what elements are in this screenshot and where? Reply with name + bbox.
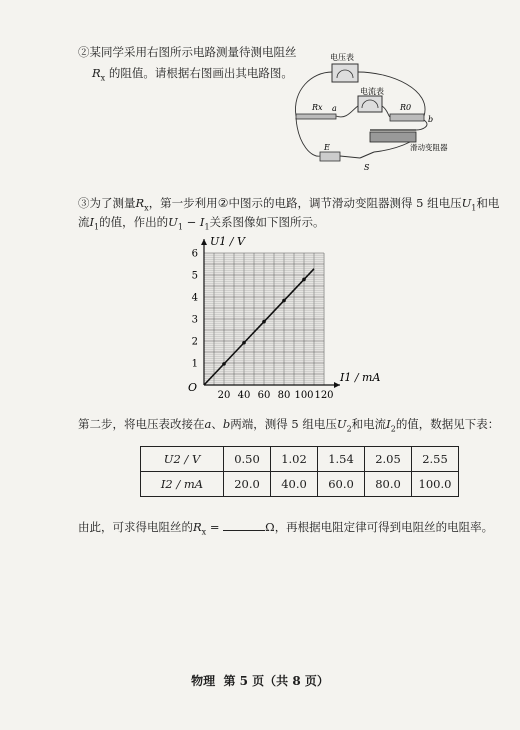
voltmeter-label: 电压表: [330, 53, 354, 62]
data-point: [262, 320, 266, 324]
wire: [382, 106, 390, 117]
rx-wire: [296, 114, 336, 119]
y-axis-label: U1 / V: [210, 235, 245, 248]
part3-line1: ③为了测量$R_x$，第一步利用②中图示的电路，调节滑动变阻器测得 5 组电压$U_1$和电: [78, 196, 500, 213]
x-tick-label: 20: [217, 390, 231, 401]
part2-line2: $R_x$ 的阻值。请根据右图画出其电路图。: [92, 66, 293, 83]
table-cell: 2.05: [365, 447, 412, 472]
table-row: [141, 472, 459, 497]
wire: [296, 118, 320, 156]
table-cell: 1.54: [318, 447, 365, 472]
y-tick-label: 5: [191, 270, 198, 282]
ammeter-body: [358, 96, 382, 112]
data-point: [222, 362, 226, 366]
y-tick-label: 4: [191, 292, 198, 304]
b-label: b: [428, 115, 434, 124]
part3-line2: 流$I_1$的值，作出的$U_1 - I_1$关系图像如下图所示。: [78, 215, 325, 232]
x-axis-label: I1 / mA: [340, 371, 381, 384]
origin-label: O: [188, 381, 198, 394]
wire: [340, 156, 360, 158]
x-tick-label: 120: [314, 390, 334, 401]
r0-resistor: [390, 114, 424, 121]
data-point: [242, 341, 246, 345]
table-cell: 2.55: [412, 447, 459, 472]
table-cell: 0.50: [224, 447, 271, 472]
rheostat-label: 滑动变阻器: [410, 143, 448, 152]
table-cell: 40.0: [271, 472, 318, 497]
table-cell: 80.0: [365, 472, 412, 497]
data-point: [302, 278, 306, 282]
row-header-u2: U2 / V: [141, 447, 224, 472]
table-cell: 60.0: [318, 472, 365, 497]
y-tick-label: 3: [191, 314, 198, 326]
table-cell: 100.0: [412, 472, 459, 497]
step2-text: 第二步，将电压表改接在a、b两端，测得 5 组电压$U_2$和电流$I_2$的值，数据见下表：: [78, 417, 500, 434]
e-label: E: [324, 143, 330, 152]
answer-blank[interactable]: [223, 520, 265, 531]
circuit-diagram: [292, 50, 448, 175]
row-header-i2: I2 / mA: [141, 472, 224, 497]
rx-label: Rx: [312, 103, 323, 112]
data-point: [282, 299, 286, 303]
voltmeter-body: [332, 64, 358, 82]
switch: [360, 152, 374, 158]
a-label: a: [332, 104, 337, 113]
x-tick-label: 100: [294, 390, 314, 401]
x-tick-label: 80: [277, 390, 291, 401]
part2-line1: ②某同学采用右图所示电路测量待测电阻丝: [78, 45, 297, 59]
u1-i1-graph: [180, 235, 381, 407]
table-cell: 1.02: [271, 447, 318, 472]
page-footer: 物理 第 5 页（共 8 页）: [191, 674, 329, 688]
table-row: [141, 447, 459, 472]
ammeter-label: 电流表: [360, 87, 384, 96]
wire: [374, 142, 410, 152]
y-tick-label: 6: [191, 248, 198, 260]
x-tick-label: 60: [257, 390, 271, 401]
y-axis-arrow: [201, 239, 207, 245]
battery: [320, 152, 340, 161]
wire: [416, 120, 427, 130]
r0-label: R0: [400, 103, 412, 112]
table-cell: 20.0: [224, 472, 271, 497]
x-tick-label: 40: [237, 390, 251, 401]
s-label: S: [364, 163, 370, 172]
data-table: [140, 446, 459, 497]
conclusion-text: 由此，可求得电阻丝的$R_x = \Omega$，再根据电阻定律可得到电阻丝的电阻率。: [78, 520, 494, 537]
y-tick-label: 2: [191, 336, 198, 348]
wire: [336, 106, 358, 117]
rheostat: [370, 132, 416, 142]
y-tick-label: 1: [191, 358, 198, 370]
